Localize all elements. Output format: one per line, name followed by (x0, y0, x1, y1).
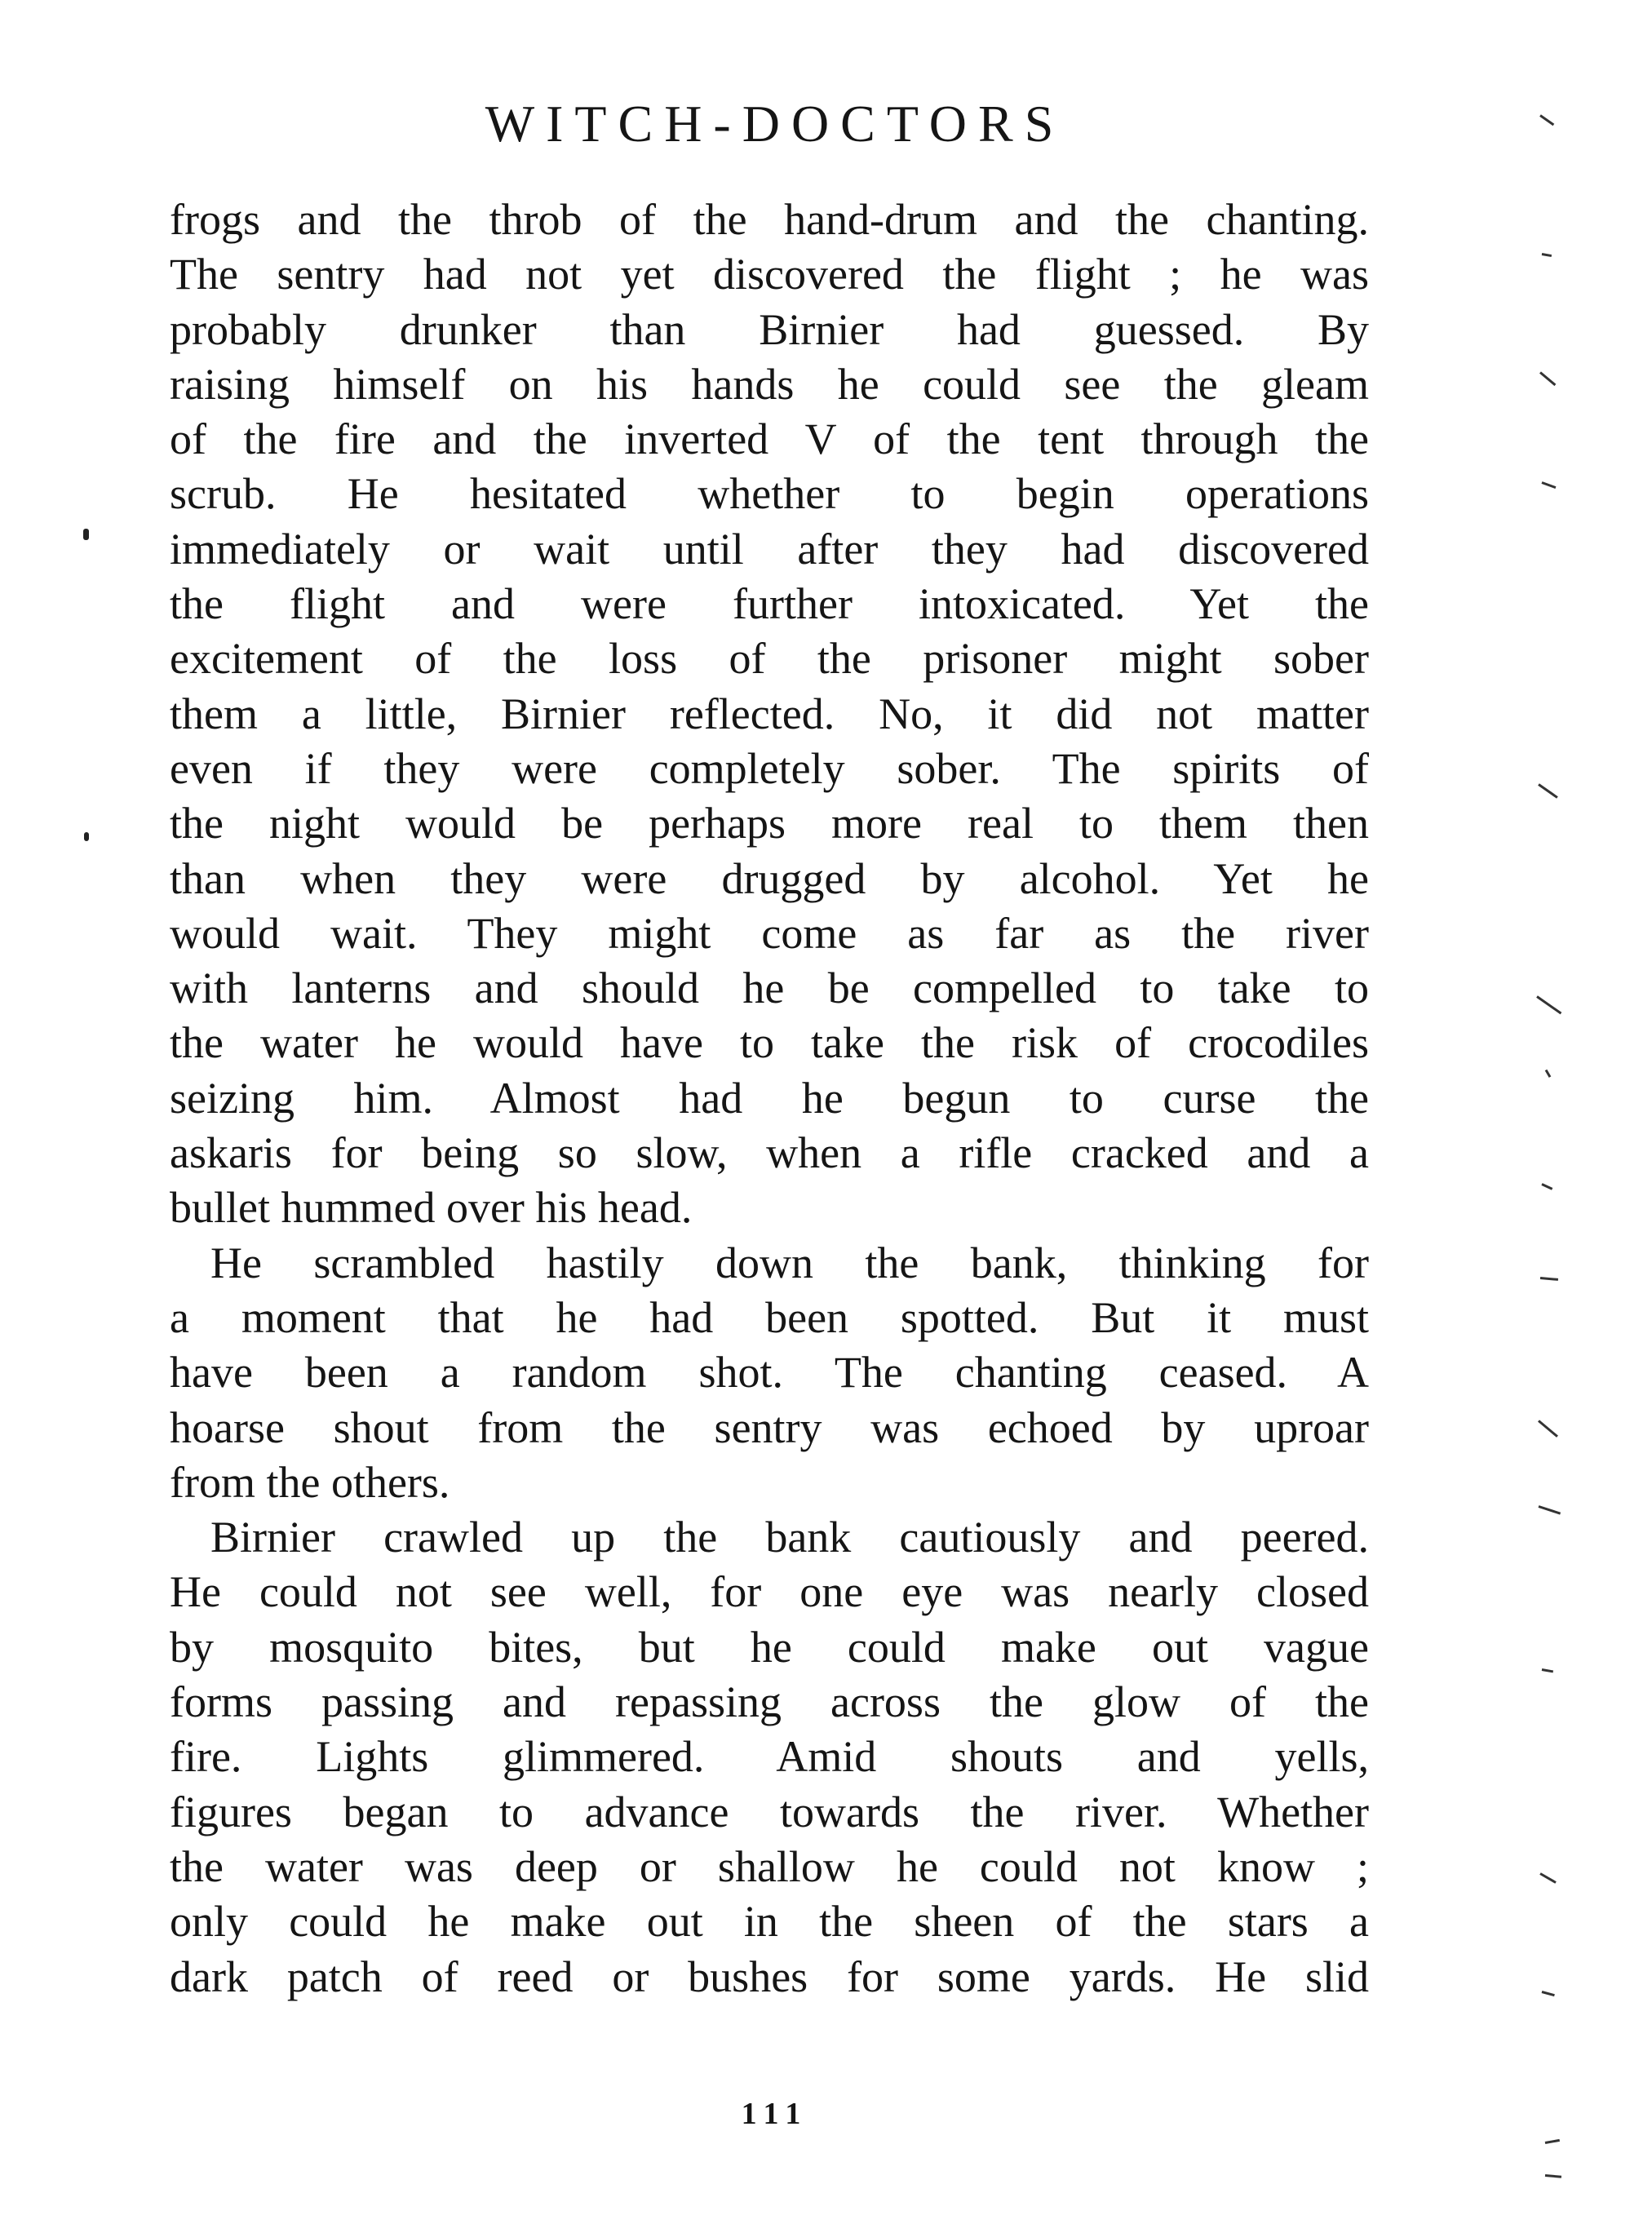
text-line: by mosquito bites, but he could make out vague (170, 1622, 1369, 1672)
edge-mark (1538, 783, 1558, 799)
text-line: Birnier crawled up the bank cautiously and peered. (210, 1513, 1369, 1562)
margin-mark (84, 832, 89, 841)
text-line: with lanterns and should he be compelled to take to (170, 964, 1369, 1013)
edge-mark (1545, 1070, 1552, 1078)
text-line: the night would be perhaps more real to them then (170, 799, 1369, 848)
edge-mark (1542, 1668, 1553, 1672)
edge-mark (1538, 1420, 1558, 1438)
edge-mark (1539, 371, 1556, 386)
text-line: would wait. They might come as far as the river (170, 908, 1369, 958)
text-line: He could not see well, for one eye was nearly closed (170, 1567, 1369, 1617)
text-line: He scrambled hastily down the bank, thinking for (210, 1238, 1369, 1287)
text-line: forms passing and repassing across the glow of the (170, 1677, 1369, 1727)
text-line: scrub. He hesitated whether to begin operations (170, 469, 1369, 519)
edge-mark (1536, 995, 1561, 1014)
text-line: the water was deep or shallow he could not know ; (170, 1841, 1369, 1891)
text-line: The sentry had not yet discovered the flight ; he was (170, 250, 1369, 299)
text-line: the water he would have to take the risk of crocodiles (170, 1018, 1369, 1068)
edge-mark (1545, 2174, 1561, 2178)
text-line: than when they were drugged by alcohol. Yet he (170, 853, 1369, 903)
edge-mark (1542, 1991, 1555, 1996)
text-line: raising himself on his hands he could see the gleam (170, 359, 1369, 409)
text-line: of the fire and the inverted V of the tent through the (170, 414, 1369, 464)
text-line: probably drunker than Birnier had guessed. By (170, 304, 1369, 354)
text-line: bullet hummed over his head. (170, 1183, 693, 1233)
edge-mark (1539, 1505, 1561, 1515)
text-line: excitement of the loss of the prisoner might sober (170, 634, 1369, 684)
text-line: a moment that he had been spotted. But it must (170, 1292, 1369, 1342)
text-line: hoarse shout from the sentry was echoed by uproar (170, 1402, 1369, 1452)
text-line: the flight and were further intoxicated. Yet the (170, 579, 1369, 629)
text-line: only could he make out in the sheen of the stars a (170, 1897, 1369, 1947)
edge-mark (1539, 1872, 1557, 1884)
text-line: frogs and the throb of the hand-drum and the chanting. (170, 195, 1369, 244)
text-line: them a little, Birnier reflected. No, it did not matter (170, 689, 1369, 738)
text-line: fire. Lights glimmered. Amid shouts and yells, (170, 1732, 1369, 1782)
text-line: even if they were completely sober. The spirits of (170, 743, 1369, 793)
text-line: seizing him. Almost had he begun to curse the (170, 1073, 1369, 1123)
edge-mark (1540, 1277, 1558, 1281)
text-line: immediately or wait until after they had discovered (170, 524, 1369, 574)
text-line: dark patch of reed or bushes for some yards. He slid (170, 1952, 1369, 2001)
text-line: askaris for being so slow, when a rifle cracked and a (170, 1128, 1369, 1178)
text-line: have been a random shot. The chanting ceased. A (170, 1348, 1369, 1398)
edge-mark (1542, 253, 1552, 257)
edge-mark (1541, 1183, 1552, 1190)
page-number: 111 (741, 2097, 809, 2131)
edge-mark (1541, 481, 1556, 489)
text-line: from the others. (170, 1457, 450, 1507)
text-line: figures began to advance towards the river. Whether (170, 1787, 1369, 1836)
edge-mark (1545, 2139, 1560, 2144)
running-head: WITCH-DOCTORS (485, 95, 1065, 153)
body-text (170, 193, 1369, 2005)
margin-mark (83, 529, 89, 540)
